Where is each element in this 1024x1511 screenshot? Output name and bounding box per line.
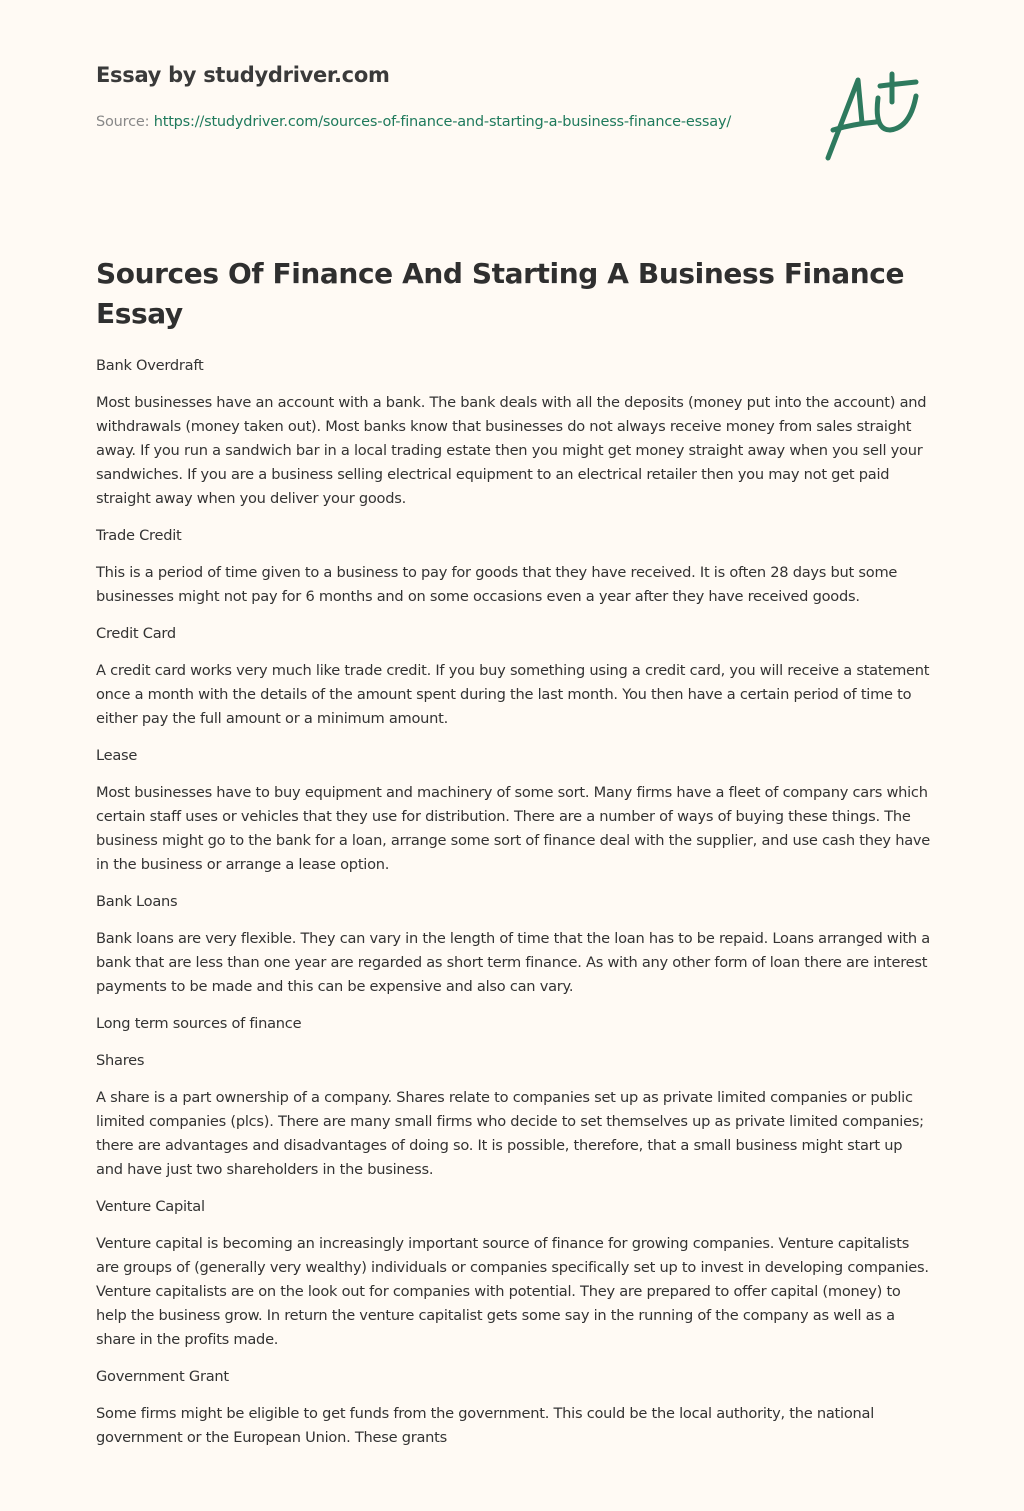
section-heading: Long term sources of finance (96, 1015, 302, 1032)
paragraph: A credit card works very much like trade credit. If you buy something using a credit card, you will receive a statement once a month with the details of the amount spent during the last month. You then have a certain period of time to either pay the full amount or a minimum amount. (96, 662, 930, 727)
paragraph: Most businesses have an account with a bank. The bank deals with all the deposits (money put into the account) and withdrawals (money taken out). Most banks know that businesses do not always receive money from sales straight away. If you run a sandwich bar in a local trading estate then you might get money straight away when you sell your sandwiches. If you are a business selling electrical equipment to an electrical retailer then you may not get paid straight away when you deliver your goods. (96, 394, 927, 507)
essay-body (96, 354, 932, 1463)
paragraph: Some firms might be eligible to get funds from the government. This could be the local authority, the national government or the European Union. These grants (96, 1405, 875, 1446)
source-label: Source: (96, 114, 150, 130)
paragraph: This is a period of time given to a business to pay for goods that they have received. It is often 28 days but some businesses might not pay for 6 months and on some occasions even a year after they have received goods. (96, 564, 898, 605)
paragraph: Bank loans are very flexible. They can vary in the length of time that the loan has to be repaid. Loans arranged with a bank that are less than one year are regarded as short term finance. As with any other form of loan there are interest payments to be made and this can be expensive and also can vary. (96, 930, 930, 995)
section-heading: Trade Credit (96, 527, 182, 544)
section-heading: Credit Card (96, 625, 176, 642)
section-heading: Bank Loans (96, 893, 178, 910)
a-plus-logo-icon (818, 68, 928, 164)
section-heading: Bank Overdraft (96, 357, 204, 374)
section-heading: Government Grant (96, 1368, 229, 1385)
paragraph: A share is a part ownership of a company. Shares relate to companies set up as private limited companies or public limited companies (plcs). There are many small firms who decide to set themselves up as private limited companies; there are advantages and disadvantages of doing so. It is possible, therefore, that a small business might start up and have just two shareholders in the business. (96, 1089, 924, 1178)
site-title: Essay by studydriver.com (96, 63, 390, 87)
paragraph: Venture capital is becoming an increasingly important source of finance for growing companies. Venture capitalists are groups of (generally very wealthy) individuals or companies specifically set up to invest in developing companies. Venture capitalists are on the look out for companies with potential. They are prepared to offer capital (money) to help the business grow. In return the venture capitalist gets some say in the running of the company as well as a share in the profits made. (96, 1235, 929, 1348)
source-link[interactable]: https://studydriver.com/sources-of-finance-and-starting-a-business-finance-essay/ (153, 114, 732, 130)
section-heading: Lease (96, 747, 138, 764)
section-heading: Venture Capital (96, 1198, 205, 1215)
essay-title: Sources Of Finance And Starting A Business Finance Essay (96, 257, 905, 330)
source-line (96, 110, 736, 134)
paragraph: Most businesses have to buy equipment and machinery of some sort. Many firms have a fleet of company cars which certain staff uses or vehicles that they use for distribution. There are a number of ways of buying these things. The business might go to the bank for a loan, arrange some sort of finance deal with the supplier, and use cash they have in the business or arrange a lease option. (96, 784, 931, 873)
section-heading: Shares (96, 1052, 145, 1069)
